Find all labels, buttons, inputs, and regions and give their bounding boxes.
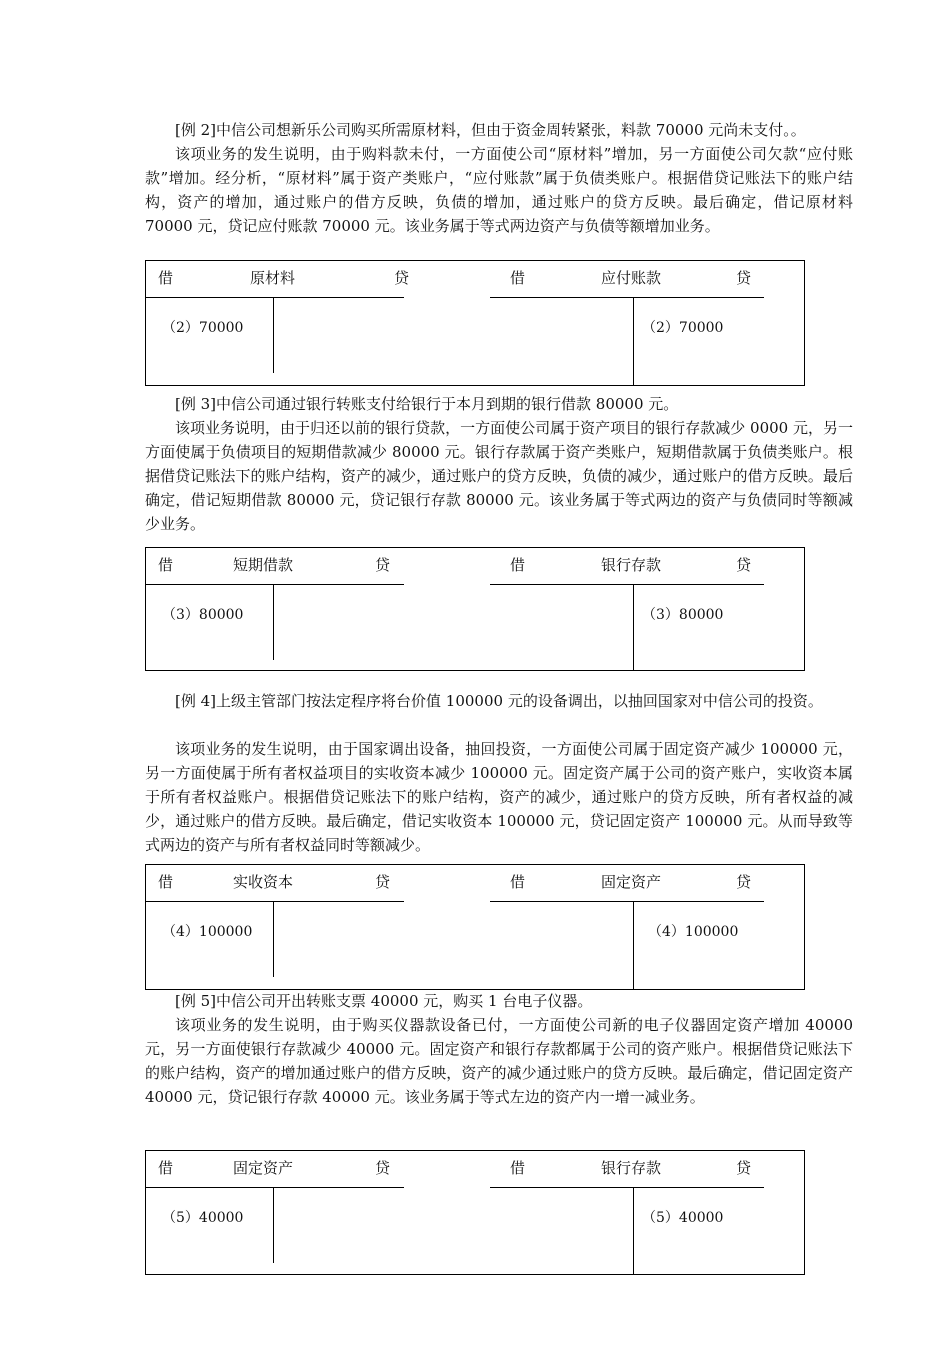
t-account-debit-entry: （2）70000 (162, 320, 244, 336)
t-account-divider (633, 1187, 634, 1274)
t-account-rule (490, 901, 764, 902)
t-account-divider (633, 297, 634, 385)
t-account-credit-entry: （4）100000 (648, 924, 739, 940)
t-account-debit-entry: （3）80000 (162, 607, 244, 623)
t-account-credit-entry: （5）40000 (642, 1210, 724, 1226)
t-account-rule (490, 584, 764, 585)
t-account-debit-label: 借 (510, 873, 526, 891)
example-3-title: [例 3]中信公司通过银行转账支付给银行于本月到期的银行借款 80000 元。 (175, 395, 679, 413)
t-account-table-2 (145, 260, 805, 386)
t-account-rule (490, 297, 764, 298)
t-account-debit-label: 借 (510, 556, 526, 574)
t-account-debit-label: 借 (158, 269, 174, 287)
example-5-title: [例 5]中信公司开出转账支票 40000 元，购买 1 台电子仪器。 (175, 992, 593, 1010)
t-account-rule (146, 584, 404, 585)
t-account-debit-label: 借 (510, 269, 526, 287)
example-2-title: [例 2]中信公司想新乐公司购买所需原材料，但由于资金周转紧张，料款 70000 元尚未支付。。 (175, 121, 806, 139)
example-4-title: [例 4]上级主管部门按法定程序将台价值 100000 元的设备调出，以抽回国家对中信公司的投资。 (175, 692, 823, 710)
t-account-divider (633, 901, 634, 989)
example-3-description: 该项业务说明，由于归还以前的银行贷款，一方面使公司属于资产项目的银行存款减少 0000 元，另一方面使属于负债项目的短期借款减少 80000 元。银行存款属于资产类账户，短期借款属于负债类账户。根据借贷记账法下的账户结构，资产的减少，通过账户的贷方反映，负债的减少，通过账户的借方反映。最后确定，借记短期借款 80000 元，贷记银行存款 80000 元。该业务属于等式两边的资产与负债同时等额减少业务。 (145, 419, 853, 533)
t-account-table-3 (145, 547, 805, 671)
t-account-credit-label: 贷 (736, 1159, 752, 1177)
t-account-credit-entry: （3）80000 (642, 607, 724, 623)
t-account-credit-label: 贷 (394, 269, 410, 287)
t-account-debit-entry: （5）40000 (162, 1210, 244, 1226)
t-account-divider (273, 584, 274, 660)
t-account-credit-label: 贷 (736, 873, 752, 891)
example-2-description: 该项业务的发生说明，由于购料款未付，一方面使公司“原材料”增加，另一方面使公司欠款“应付账款”增加。经分析，“原材料”属于资产类账户，“应付账款”属于负债类账户。根据借贷记账法下的账户结构，资产的增加，通过账户的借方反映，负债的增加，通过账户的贷方反映。最后确定，借记原材料 70000 元，贷记应付账款 70000 元。该业务属于等式两边资产与负债等额增加业务。 (145, 145, 853, 235)
t-account-name: 实收资本 (233, 873, 294, 891)
t-account-table-5 (145, 1150, 805, 1275)
t-account-debit-label: 借 (158, 1159, 174, 1177)
t-account-divider (273, 1187, 274, 1263)
t-account-debit-label: 借 (510, 1159, 526, 1177)
t-account-rule (490, 1187, 764, 1188)
t-account-name: 银行存款 (601, 1159, 662, 1177)
t-account-credit-label: 贷 (375, 873, 391, 891)
t-account-credit-entry: （2）70000 (642, 320, 724, 336)
example-5-description: 该项业务的发生说明，由于购买仪器款设备已付，一方面使公司新的电子仪器固定资产增加 40000 元，另一方面使银行存款减少 40000 元。固定资产和银行存款都属于公司的资产账户。根据借贷记账法下的账户结构，资产的增加通过账户的借方反映，资产的减少通过账户的贷方反映。最后确定，借记固定资产 40000 元，贷记银行存款 40000 元。该业务属于等式左边的资产内一增一减业务。 (145, 1016, 853, 1106)
t-account-divider (633, 584, 634, 670)
t-account-table-4 (145, 864, 805, 990)
t-account-debit-label: 借 (158, 873, 174, 891)
t-account-credit-label: 贷 (736, 269, 752, 287)
t-account-debit-label: 借 (158, 556, 174, 574)
t-account-name: 固定资产 (233, 1159, 294, 1177)
t-account-name: 短期借款 (233, 556, 294, 574)
t-account-name: 原材料 (250, 269, 296, 287)
t-account-debit-entry: （4）100000 (162, 924, 253, 940)
t-account-rule (146, 901, 404, 902)
t-account-name: 银行存款 (601, 556, 662, 574)
t-account-credit-label: 贷 (375, 1159, 391, 1177)
t-account-divider (273, 297, 274, 373)
t-account-name: 应付账款 (601, 269, 662, 287)
t-account-rule (146, 297, 404, 298)
t-account-divider (273, 901, 274, 977)
example-4-description: 该项业务的发生说明，由于国家调出设备，抽回投资，一方面使公司属于固定资产减少 100000 元，另一方面使属于所有者权益项目的实收资本减少 100000 元。固定资产属于公司的资产账户，实收资本属于所有者权益账户。根据借贷记账法下的账户结构，资产的减少，通过账户的贷方反映，所有者权益的减少，通过账户的借方反映。最后确定，借记实收资本 100000 元，贷记固定资产 100000 元。从而导致等式两边的资产与所有者权益同时等额减少。 (145, 740, 853, 854)
t-account-credit-label: 贷 (375, 556, 391, 574)
t-account-name: 固定资产 (601, 873, 662, 891)
t-account-rule (146, 1187, 404, 1188)
t-account-credit-label: 贷 (736, 556, 752, 574)
